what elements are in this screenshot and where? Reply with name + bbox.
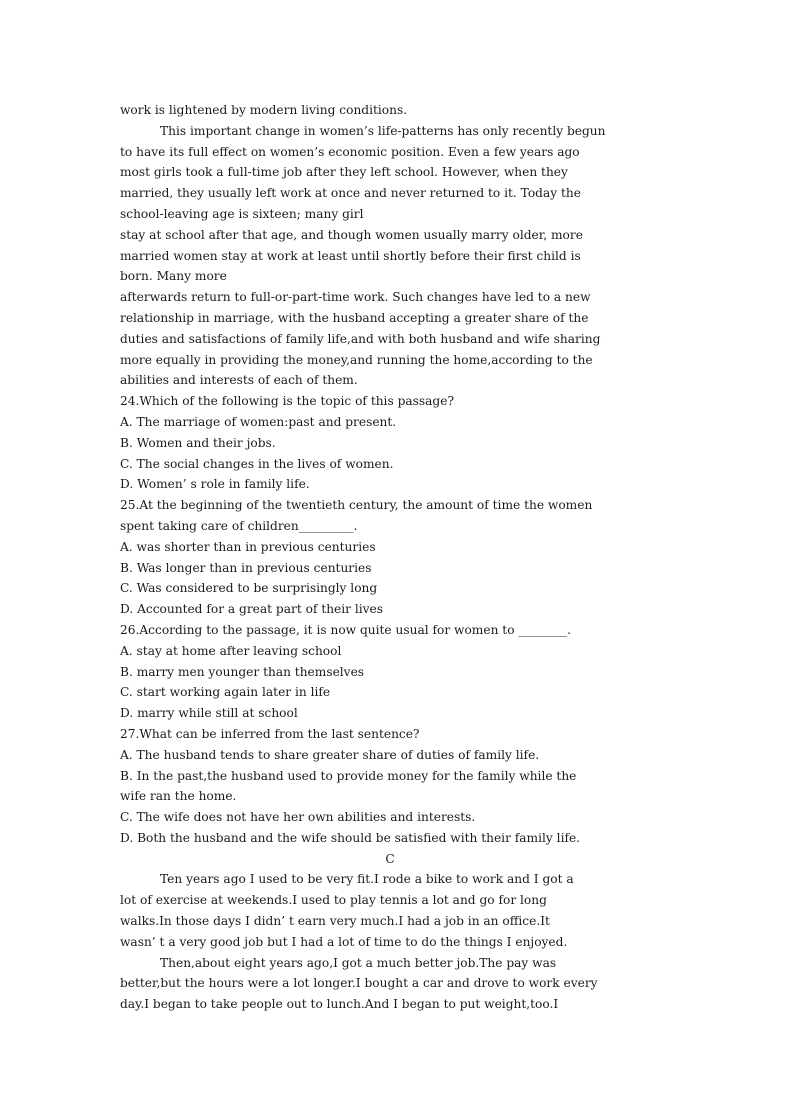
paragraph-line: married women stay at work at least until shortly before their first child is — [120, 248, 581, 263]
paragraph-line: lot of exercise at weekends.I used to play tennis a lot and go for long — [120, 893, 547, 908]
question-stem: 26.According to the passage, it is now quite usual for women to ________. — [120, 622, 572, 637]
paragraph-line: Ten years ago I used to be very fit.I rode a bike to work and I got a — [160, 872, 574, 887]
answer-option: B. In the past,the husband used to provide money for the family while the — [120, 768, 577, 783]
answer-option: C. start working again later in life — [120, 685, 331, 700]
paragraph-line: married, they usually left work at once and never returned to it. Today the — [120, 186, 581, 201]
answer-option: B. Was longer than in previous centuries — [120, 560, 372, 575]
section-c-heading: C — [385, 851, 395, 866]
paragraph-line: abilities and interests of each of them. — [120, 373, 358, 388]
answer-option: C. Was considered to be surprisingly long — [120, 581, 378, 596]
document-page — [120, 100, 680, 1015]
passage-c — [120, 869, 680, 1015]
passage-b-tail — [120, 100, 680, 391]
paragraph-line: to have its full effect on women’s economic position. Even a few years ago — [120, 144, 580, 159]
answer-option: wife ran the home. — [120, 789, 237, 804]
paragraph-line: This important change in women’s life-patterns has only recently begun — [160, 123, 606, 138]
question-stem: 24.Which of the following is the topic of this passage? — [120, 394, 454, 409]
paragraph-line: afterwards return to full-or-part-time work. Such changes have led to a new — [120, 290, 591, 305]
answer-option: A. The husband tends to share greater share of duties of family life. — [120, 747, 540, 762]
question-block — [120, 620, 680, 724]
paragraph-line: day.I began to take people out to lunch.And I began to put weight,too.I — [120, 997, 559, 1012]
paragraph-line: Then,about eight years ago,I got a much better job.The pay was — [160, 955, 557, 970]
answer-option: A. The marriage of women:past and present. — [120, 414, 397, 429]
paragraph-line: stay at school after that age, and though women usually marry older, more — [120, 227, 583, 242]
question-block — [120, 724, 680, 849]
answer-option: C. The wife does not have her own abilities and interests. — [120, 810, 476, 825]
answer-option: B. marry men younger than themselves — [120, 664, 365, 679]
answer-option: D. Both the husband and the wife should be satisfied with their family life. — [120, 830, 581, 845]
questions — [120, 391, 680, 849]
answer-option: A. stay at home after leaving school — [120, 643, 342, 658]
paragraph-line: wasn’ t a very good job but I had a lot of time to do the things I enjoyed. — [120, 934, 568, 949]
paragraph-line: relationship in marriage, with the husband accepting a greater share of the — [120, 310, 589, 325]
answer-option: C. The social changes in the lives of women. — [120, 456, 394, 471]
paragraph-line: school-leaving age is sixteen; many girl — [120, 206, 364, 221]
question-stem: spent taking care of children_________. — [120, 518, 358, 533]
paragraph-line: better,but the hours were a lot longer.I bought a car and drove to work every — [120, 976, 598, 991]
question-stem: 25.At the beginning of the twentieth century, the amount of time the women — [120, 498, 593, 513]
answer-option: D. marry while still at school — [120, 706, 298, 721]
question-block — [120, 495, 680, 620]
paragraph-line: born. Many more — [120, 269, 227, 284]
paragraph-line: walks.In those days I didn’ t earn very much.I had a job in an office.It — [120, 914, 550, 929]
question-block — [120, 391, 680, 495]
answer-option: D. Women’ s role in family life. — [120, 477, 310, 492]
paragraph-line: more equally in providing the money,and running the home,according to the — [120, 352, 593, 367]
paragraph-line: work is lightened by modern living conditions. — [120, 103, 408, 117]
answer-option: A. was shorter than in previous centuries — [120, 539, 376, 554]
paragraph-line: duties and satisfactions of family life,and with both husband and wife sharing — [120, 331, 601, 346]
paragraph-line: most girls took a full-time job after they left school. However, when they — [120, 165, 568, 180]
answer-option: D. Accounted for a great part of their lives — [120, 602, 384, 617]
question-stem: 27.What can be inferred from the last sentence? — [120, 726, 420, 741]
answer-option: B. Women and their jobs. — [120, 435, 276, 450]
